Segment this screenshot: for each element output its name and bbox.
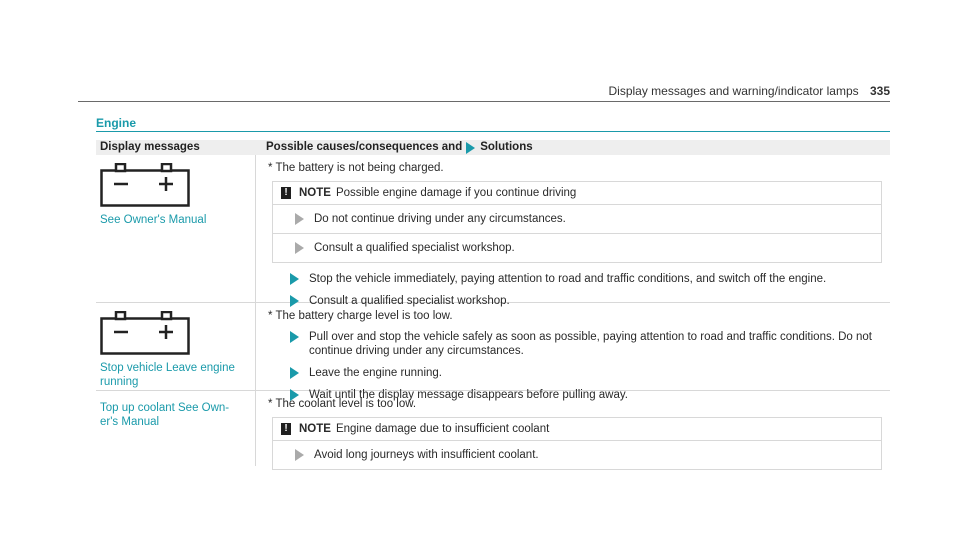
arrow-right-icon (295, 242, 304, 254)
note-label: NOTE (299, 187, 331, 199)
table-header (96, 140, 890, 155)
section-rule (96, 131, 890, 132)
solution-step (268, 263, 882, 289)
note-box (272, 417, 882, 470)
step-text: Consult a qualified specialist workshop. (314, 242, 515, 254)
note-box (272, 181, 882, 263)
message-cell (96, 391, 256, 466)
causes-cell (256, 303, 890, 401)
note-text: Possible engine damage if you continue driving (335, 187, 577, 199)
col-header-causes (260, 140, 890, 155)
message-text: Top up coolant See Own-er's Manual (100, 402, 230, 428)
message-cell (96, 155, 256, 302)
note-line (273, 182, 881, 204)
message-text: Stop vehicle Leave engine running (100, 362, 235, 388)
message-cell (96, 303, 256, 390)
table-row (96, 391, 890, 466)
battery-warning-icon (100, 311, 190, 355)
cause-text: * The coolant level is too low. (268, 398, 417, 410)
col-header-causes-label: Possible causes/consequences and (266, 141, 463, 153)
causes-cell (256, 391, 890, 466)
step-text: Consult a qualified specialist workshop. (309, 295, 510, 307)
running-header (609, 84, 891, 98)
col-header-solutions-label: Solutions (480, 141, 533, 153)
warning-icon: ! (281, 187, 291, 199)
solution-step (268, 325, 882, 361)
messages-table (96, 140, 890, 466)
step-text: Stop the vehicle immediately, paying attention to road and traffic conditions, and switch off the engine. (309, 273, 827, 285)
step-text: Pull over and stop the vehicle safely as soon as possible, paying attention to road and traffic conditions. Do not continue driving under any circumstances. (309, 331, 872, 357)
step-text: Leave the engine running. (309, 367, 442, 379)
step-text: Do not continue driving under any circumstances. (314, 213, 566, 225)
arrow-right-icon (290, 331, 299, 343)
note-step (273, 204, 881, 233)
section-title: Engine (96, 116, 137, 130)
table-row (96, 303, 890, 401)
message-text: See Owner's Manual (100, 214, 207, 226)
page-number: 335 (869, 84, 890, 98)
note-text: Engine damage due to insufficient coolant (335, 423, 550, 435)
col-header-messages: Display messages (100, 141, 200, 153)
warning-icon: ! (281, 423, 291, 435)
arrow-right-icon (295, 449, 304, 461)
step-text: Wait until the display message disappears before pulling away. (309, 389, 628, 401)
page-header-rule (78, 101, 890, 102)
table-row (96, 155, 890, 307)
arrow-right-icon (295, 213, 304, 225)
running-header-title: Display messages and warning/indicator lamps (608, 84, 859, 98)
note-step (273, 440, 881, 469)
cause-text: * The battery is not being charged. (268, 162, 444, 174)
arrow-right-icon (290, 273, 299, 285)
arrow-right-icon (290, 367, 299, 379)
cause-text: * The battery charge level is too low. (268, 310, 453, 322)
note-step (273, 233, 881, 262)
note-line (273, 418, 881, 440)
battery-warning-icon (100, 163, 190, 207)
causes-cell (256, 155, 890, 307)
arrow-right-icon (466, 142, 475, 154)
step-text: Avoid long journeys with insufficient coolant. (314, 449, 539, 461)
note-label: NOTE (299, 423, 331, 435)
solution-step (268, 361, 882, 383)
